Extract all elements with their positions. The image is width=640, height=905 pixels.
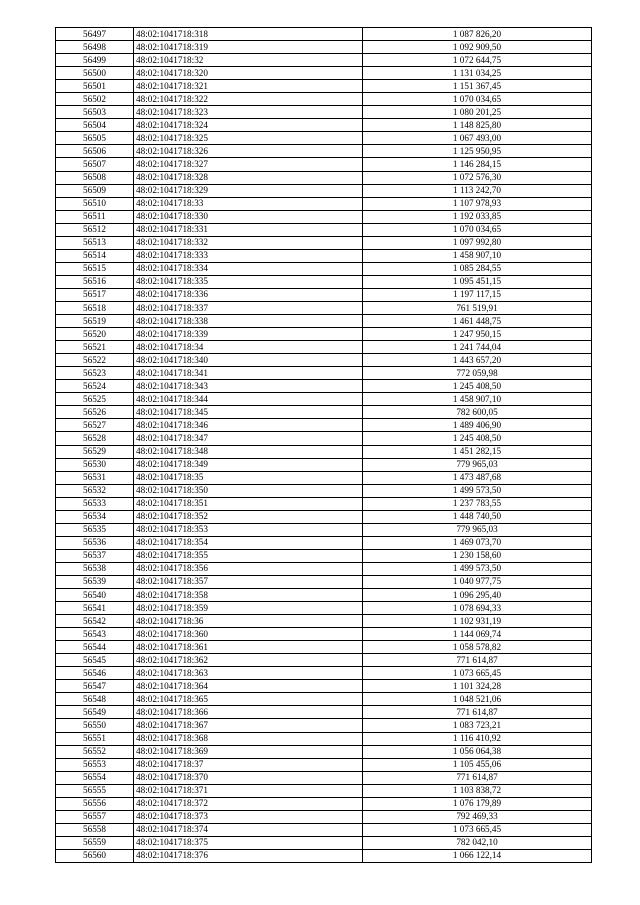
- cadastral-value-cell: 1 070 034,65: [363, 223, 592, 236]
- table-row: [56, 419, 592, 432]
- table-row: [56, 54, 592, 67]
- row-number-cell: 56519: [56, 315, 134, 328]
- cadastral-value-cell: 1 070 034,65: [363, 93, 592, 106]
- row-number-cell: 56523: [56, 367, 134, 380]
- cadastral-number-cell: 48:02:1041718:331: [134, 223, 363, 236]
- table-row: [56, 732, 592, 745]
- table-row: [56, 836, 592, 849]
- cadastral-value-cell: 1 230 158,60: [363, 549, 592, 562]
- table-row: [56, 223, 592, 236]
- table-row: [56, 784, 592, 797]
- cadastral-value-cell: 1 107 978,93: [363, 197, 592, 210]
- cadastral-number-cell: 48:02:1041718:32: [134, 54, 363, 67]
- table-row: [56, 484, 592, 497]
- table-row: [56, 849, 592, 862]
- cadastral-number-cell: 48:02:1041718:371: [134, 784, 363, 797]
- cadastral-value-cell: 1 073 665,45: [363, 823, 592, 836]
- cadastral-number-cell: 48:02:1041718:361: [134, 641, 363, 654]
- row-number-cell: 56515: [56, 262, 134, 275]
- cadastral-number-cell: 48:02:1041718:366: [134, 706, 363, 719]
- cadastral-value-table: [55, 27, 592, 863]
- table-row: [56, 497, 592, 510]
- cadastral-number-cell: 48:02:1041718:334: [134, 262, 363, 275]
- row-number-cell: 56548: [56, 693, 134, 706]
- row-number-cell: 56520: [56, 328, 134, 341]
- cadastral-value-cell: 1 103 838,72: [363, 784, 592, 797]
- row-number-cell: 56535: [56, 523, 134, 536]
- table-row: [56, 184, 592, 197]
- table-row: [56, 301, 592, 314]
- cadastral-value-cell: 1 066 122,14: [363, 849, 592, 862]
- table-row: [56, 445, 592, 458]
- cadastral-number-cell: 48:02:1041718:353: [134, 523, 363, 536]
- cadastral-number-cell: 48:02:1041718:343: [134, 380, 363, 393]
- cadastral-number-cell: 48:02:1041718:320: [134, 67, 363, 80]
- row-number-cell: 56497: [56, 28, 134, 41]
- row-number-cell: 56512: [56, 223, 134, 236]
- table-row: [56, 680, 592, 693]
- row-number-cell: 56556: [56, 797, 134, 810]
- cadastral-number-cell: 48:02:1041718:360: [134, 628, 363, 641]
- cadastral-number-cell: 48:02:1041718:321: [134, 80, 363, 93]
- row-number-cell: 56521: [56, 341, 134, 354]
- table-row: [56, 458, 592, 471]
- table-row: [56, 602, 592, 615]
- cadastral-value-cell: 1 116 410,92: [363, 732, 592, 745]
- row-number-cell: 56554: [56, 771, 134, 784]
- row-number-cell: 56501: [56, 80, 134, 93]
- row-number-cell: 56527: [56, 419, 134, 432]
- cadastral-number-cell: 48:02:1041718:370: [134, 771, 363, 784]
- cadastral-number-cell: 48:02:1041718:341: [134, 367, 363, 380]
- cadastral-number-cell: 48:02:1041718:375: [134, 836, 363, 849]
- cadastral-value-cell: 1 095 451,15: [363, 275, 592, 288]
- cadastral-value-cell: 792 469,33: [363, 810, 592, 823]
- row-number-cell: 56560: [56, 849, 134, 862]
- cadastral-value-cell: 1 096 295,40: [363, 589, 592, 602]
- table-row: [56, 41, 592, 54]
- row-number-cell: 56528: [56, 432, 134, 445]
- row-number-cell: 56502: [56, 93, 134, 106]
- cadastral-value-cell: 771 614,87: [363, 771, 592, 784]
- cadastral-number-cell: 48:02:1041718:364: [134, 680, 363, 693]
- row-number-cell: 56551: [56, 732, 134, 745]
- table-row: [56, 758, 592, 771]
- cadastral-value-cell: 1 237 783,55: [363, 497, 592, 510]
- cadastral-number-cell: 48:02:1041718:337: [134, 301, 363, 314]
- cadastral-value-cell: 1 058 578,82: [363, 641, 592, 654]
- cadastral-number-cell: 48:02:1041718:36: [134, 615, 363, 628]
- cadastral-number-cell: 48:02:1041718:322: [134, 93, 363, 106]
- table-row: [56, 275, 592, 288]
- table-row: [56, 523, 592, 536]
- cadastral-value-cell: 782 600,05: [363, 406, 592, 419]
- row-number-cell: 56557: [56, 810, 134, 823]
- cadastral-value-cell: 1 083 723,21: [363, 719, 592, 732]
- cadastral-value-cell: 1 461 448,75: [363, 315, 592, 328]
- cadastral-value-cell: 1 451 282,15: [363, 445, 592, 458]
- table-row: [56, 393, 592, 406]
- table-row: [56, 628, 592, 641]
- cadastral-value-cell: 1 148 825,80: [363, 119, 592, 132]
- cadastral-value-cell: 1 469 073,70: [363, 536, 592, 549]
- row-number-cell: 56509: [56, 184, 134, 197]
- cadastral-number-cell: 48:02:1041718:376: [134, 849, 363, 862]
- row-number-cell: 56503: [56, 106, 134, 119]
- cadastral-number-cell: 48:02:1041718:345: [134, 406, 363, 419]
- cadastral-number-cell: 48:02:1041718:358: [134, 589, 363, 602]
- table-row: [56, 67, 592, 80]
- cadastral-value-cell: 1 247 950,15: [363, 328, 592, 341]
- cadastral-number-cell: 48:02:1041718:338: [134, 315, 363, 328]
- row-number-cell: 56544: [56, 641, 134, 654]
- cadastral-number-cell: 48:02:1041718:369: [134, 745, 363, 758]
- row-number-cell: 56549: [56, 706, 134, 719]
- cadastral-value-cell: 1 489 406,90: [363, 419, 592, 432]
- cadastral-number-cell: 48:02:1041718:326: [134, 145, 363, 158]
- cadastral-number-cell: 48:02:1041718:339: [134, 328, 363, 341]
- row-number-cell: 56507: [56, 158, 134, 171]
- cadastral-number-cell: 48:02:1041718:368: [134, 732, 363, 745]
- table-row: [56, 810, 592, 823]
- cadastral-number-cell: 48:02:1041718:355: [134, 549, 363, 562]
- table-row: [56, 119, 592, 132]
- table-row: [56, 80, 592, 93]
- cadastral-number-cell: 48:02:1041718:325: [134, 132, 363, 145]
- row-number-cell: 56529: [56, 445, 134, 458]
- cadastral-value-cell: 761 519,91: [363, 301, 592, 314]
- row-number-cell: 56526: [56, 406, 134, 419]
- cadastral-number-cell: 48:02:1041718:372: [134, 797, 363, 810]
- cadastral-value-cell: 771 614,87: [363, 654, 592, 667]
- row-number-cell: 56553: [56, 758, 134, 771]
- cadastral-value-cell: 1 102 931,19: [363, 615, 592, 628]
- cadastral-value-cell: 1 125 950,95: [363, 145, 592, 158]
- cadastral-number-cell: 48:02:1041718:335: [134, 275, 363, 288]
- cadastral-number-cell: 48:02:1041718:357: [134, 575, 363, 588]
- table-row: [56, 341, 592, 354]
- cadastral-value-cell: 1 197 117,15: [363, 288, 592, 301]
- row-number-cell: 56534: [56, 510, 134, 523]
- cadastral-number-cell: 48:02:1041718:333: [134, 249, 363, 262]
- row-number-cell: 56545: [56, 654, 134, 667]
- cadastral-number-cell: 48:02:1041718:346: [134, 419, 363, 432]
- cadastral-number-cell: 48:02:1041718:319: [134, 41, 363, 54]
- table-row: [56, 549, 592, 562]
- row-number-cell: 56555: [56, 784, 134, 797]
- cadastral-value-cell: 1 085 284,55: [363, 262, 592, 275]
- row-number-cell: 56532: [56, 484, 134, 497]
- row-number-cell: 56542: [56, 615, 134, 628]
- cadastral-number-cell: 48:02:1041718:329: [134, 184, 363, 197]
- cadastral-number-cell: 48:02:1041718:318: [134, 28, 363, 41]
- row-number-cell: 56498: [56, 41, 134, 54]
- cadastral-number-cell: 48:02:1041718:349: [134, 458, 363, 471]
- row-number-cell: 56513: [56, 236, 134, 249]
- row-number-cell: 56525: [56, 393, 134, 406]
- cadastral-number-cell: 48:02:1041718:351: [134, 497, 363, 510]
- table-row: [56, 771, 592, 784]
- table-row: [56, 367, 592, 380]
- cadastral-number-cell: 48:02:1041718:33: [134, 197, 363, 210]
- cadastral-value-cell: 1 067 493,00: [363, 132, 592, 145]
- table-row: [56, 354, 592, 367]
- cadastral-value-cell: 1 087 826,20: [363, 28, 592, 41]
- table-row: [56, 719, 592, 732]
- cadastral-value-cell: 1 105 455,06: [363, 758, 592, 771]
- cadastral-value-cell: 1 056 064,38: [363, 745, 592, 758]
- table-row: [56, 145, 592, 158]
- row-number-cell: 56499: [56, 54, 134, 67]
- cadastral-value-cell: 1 144 069,74: [363, 628, 592, 641]
- table-row: [56, 432, 592, 445]
- table-row: [56, 210, 592, 223]
- cadastral-number-cell: 48:02:1041718:359: [134, 602, 363, 615]
- row-number-cell: 56516: [56, 275, 134, 288]
- cadastral-value-cell: 1 241 744,04: [363, 341, 592, 354]
- cadastral-value-cell: 1 072 644,75: [363, 54, 592, 67]
- cadastral-value-cell: 1 076 179,89: [363, 797, 592, 810]
- table-row: [56, 236, 592, 249]
- table-row: [56, 641, 592, 654]
- row-number-cell: 56506: [56, 145, 134, 158]
- cadastral-value-cell: 1 101 324,28: [363, 680, 592, 693]
- cadastral-value-cell: 779 965,03: [363, 523, 592, 536]
- table-row: [56, 745, 592, 758]
- table-row: [56, 797, 592, 810]
- table-row: [56, 249, 592, 262]
- cadastral-number-cell: 48:02:1041718:344: [134, 393, 363, 406]
- row-number-cell: 56543: [56, 628, 134, 641]
- row-number-cell: 56536: [56, 536, 134, 549]
- cadastral-value-cell: 1 040 977,75: [363, 575, 592, 588]
- table-row: [56, 262, 592, 275]
- table-row: [56, 510, 592, 523]
- cadastral-number-cell: 48:02:1041718:352: [134, 510, 363, 523]
- cadastral-number-cell: 48:02:1041718:348: [134, 445, 363, 458]
- cadastral-number-cell: 48:02:1041718:356: [134, 562, 363, 575]
- cadastral-value-cell: 1 080 201,25: [363, 106, 592, 119]
- table-row: [56, 28, 592, 41]
- cadastral-number-cell: 48:02:1041718:324: [134, 119, 363, 132]
- cadastral-number-cell: 48:02:1041718:34: [134, 341, 363, 354]
- row-number-cell: 56559: [56, 836, 134, 849]
- cadastral-value-cell: 782 042,10: [363, 836, 592, 849]
- cadastral-value-cell: 1 073 665,45: [363, 667, 592, 680]
- row-number-cell: 56546: [56, 667, 134, 680]
- row-number-cell: 56533: [56, 497, 134, 510]
- cadastral-value-cell: 1 458 907,10: [363, 393, 592, 406]
- table-row: [56, 158, 592, 171]
- row-number-cell: 56511: [56, 210, 134, 223]
- table-row: [56, 328, 592, 341]
- row-number-cell: 56518: [56, 301, 134, 314]
- table-row: [56, 132, 592, 145]
- cadastral-value-cell: 1 146 284,15: [363, 158, 592, 171]
- table-body: [56, 28, 592, 863]
- cadastral-number-cell: 48:02:1041718:330: [134, 210, 363, 223]
- cadastral-number-cell: 48:02:1041718:35: [134, 471, 363, 484]
- cadastral-number-cell: 48:02:1041718:365: [134, 693, 363, 706]
- cadastral-value-cell: 1 245 408,50: [363, 380, 592, 393]
- cadastral-value-cell: 1 072 576,30: [363, 171, 592, 184]
- row-number-cell: 56530: [56, 458, 134, 471]
- row-number-cell: 56540: [56, 589, 134, 602]
- table-row: [56, 654, 592, 667]
- cadastral-number-cell: 48:02:1041718:362: [134, 654, 363, 667]
- table-row: [56, 471, 592, 484]
- cadastral-number-cell: 48:02:1041718:340: [134, 354, 363, 367]
- table-row: [56, 615, 592, 628]
- table-row: [56, 693, 592, 706]
- row-number-cell: 56517: [56, 288, 134, 301]
- table-row: [56, 197, 592, 210]
- row-number-cell: 56531: [56, 471, 134, 484]
- table-row: [56, 171, 592, 184]
- cadastral-value-cell: 771 614,87: [363, 706, 592, 719]
- cadastral-value-cell: 1 151 367,45: [363, 80, 592, 93]
- cadastral-value-cell: 1 078 694,33: [363, 602, 592, 615]
- cadastral-value-cell: 1 443 657,20: [363, 354, 592, 367]
- row-number-cell: 56508: [56, 171, 134, 184]
- table-row: [56, 706, 592, 719]
- cadastral-number-cell: 48:02:1041718:373: [134, 810, 363, 823]
- row-number-cell: 56524: [56, 380, 134, 393]
- row-number-cell: 56558: [56, 823, 134, 836]
- row-number-cell: 56522: [56, 354, 134, 367]
- table-row: [56, 667, 592, 680]
- cadastral-value-cell: 1 113 242,70: [363, 184, 592, 197]
- cadastral-value-cell: 1 097 992,80: [363, 236, 592, 249]
- table-row: [56, 288, 592, 301]
- cadastral-number-cell: 48:02:1041718:350: [134, 484, 363, 497]
- cadastral-number-cell: 48:02:1041718:328: [134, 171, 363, 184]
- table-row: [56, 315, 592, 328]
- row-number-cell: 56550: [56, 719, 134, 732]
- row-number-cell: 56538: [56, 562, 134, 575]
- cadastral-number-cell: 48:02:1041718:347: [134, 432, 363, 445]
- cadastral-value-cell: 1 448 740,50: [363, 510, 592, 523]
- table-row: [56, 575, 592, 588]
- table-row: [56, 380, 592, 393]
- table-row: [56, 406, 592, 419]
- row-number-cell: 56547: [56, 680, 134, 693]
- cadastral-number-cell: 48:02:1041718:363: [134, 667, 363, 680]
- cadastral-value-cell: 1 499 573,50: [363, 484, 592, 497]
- cadastral-number-cell: 48:02:1041718:336: [134, 288, 363, 301]
- row-number-cell: 56500: [56, 67, 134, 80]
- cadastral-value-cell: 779 965,03: [363, 458, 592, 471]
- table-row: [56, 562, 592, 575]
- table-row: [56, 93, 592, 106]
- table-row: [56, 823, 592, 836]
- cadastral-value-cell: 1 499 573,50: [363, 562, 592, 575]
- row-number-cell: 56552: [56, 745, 134, 758]
- cadastral-value-cell: 1 245 408,50: [363, 432, 592, 445]
- cadastral-number-cell: 48:02:1041718:323: [134, 106, 363, 119]
- cadastral-number-cell: 48:02:1041718:374: [134, 823, 363, 836]
- row-number-cell: 56537: [56, 549, 134, 562]
- cadastral-number-cell: 48:02:1041718:327: [134, 158, 363, 171]
- cadastral-number-cell: 48:02:1041718:332: [134, 236, 363, 249]
- row-number-cell: 56505: [56, 132, 134, 145]
- row-number-cell: 56541: [56, 602, 134, 615]
- cadastral-value-cell: 1 092 909,50: [363, 41, 592, 54]
- table-row: [56, 536, 592, 549]
- cadastral-number-cell: 48:02:1041718:367: [134, 719, 363, 732]
- cadastral-value-cell: 1 473 487,68: [363, 471, 592, 484]
- table-row: [56, 589, 592, 602]
- cadastral-number-cell: 48:02:1041718:354: [134, 536, 363, 549]
- cadastral-value-cell: 1 131 034,25: [363, 67, 592, 80]
- row-number-cell: 56510: [56, 197, 134, 210]
- cadastral-number-cell: 48:02:1041718:37: [134, 758, 363, 771]
- cadastral-value-cell: 1 458 907,10: [363, 249, 592, 262]
- row-number-cell: 56504: [56, 119, 134, 132]
- row-number-cell: 56539: [56, 575, 134, 588]
- cadastral-value-cell: 1 048 521,06: [363, 693, 592, 706]
- table-row: [56, 106, 592, 119]
- cadastral-value-cell: 1 192 033,85: [363, 210, 592, 223]
- cadastral-value-cell: 772 059,98: [363, 367, 592, 380]
- row-number-cell: 56514: [56, 249, 134, 262]
